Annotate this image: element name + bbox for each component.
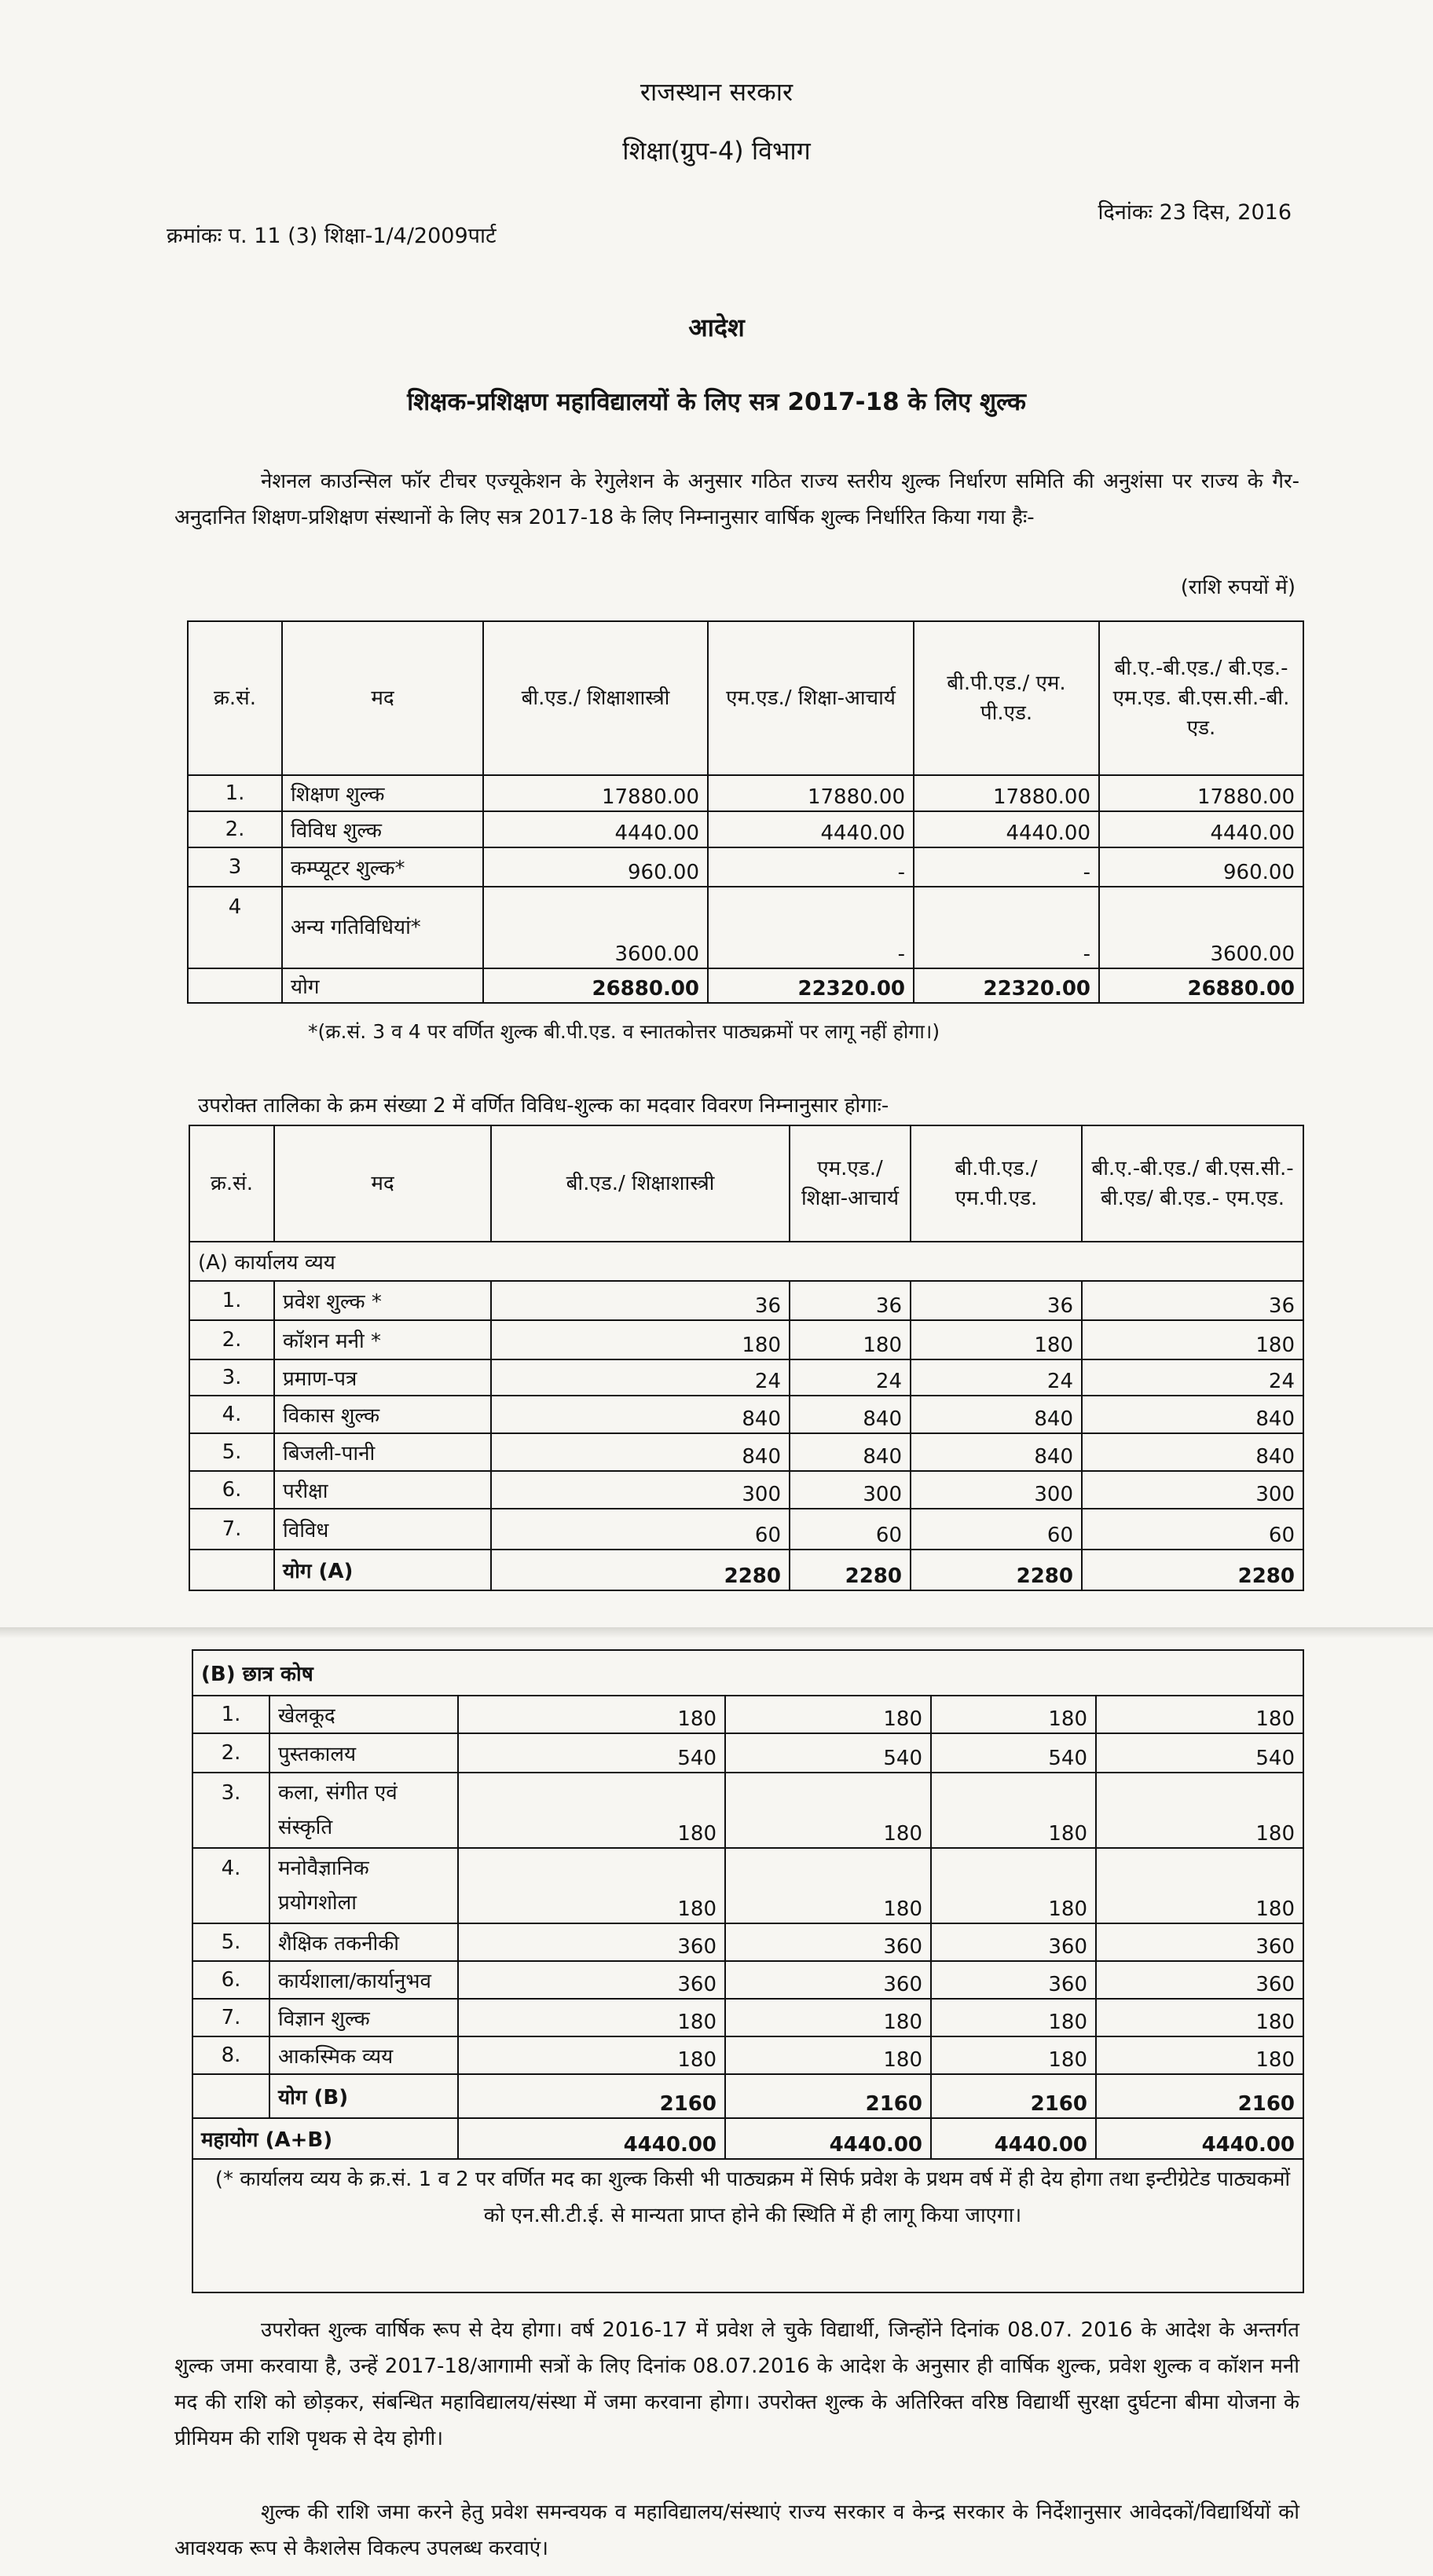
- cell: विकास शुल्क: [274, 1396, 491, 1433]
- cell: 36: [491, 1281, 790, 1320]
- order-title: आदेश: [688, 313, 745, 342]
- cell: आकस्मिक व्यय: [269, 2036, 458, 2074]
- cell: 2280: [911, 1550, 1082, 1590]
- govt-heading: राजस्थान सरकार: [640, 77, 793, 107]
- order-reference: क्रमांकः प. 11 (3) शिक्षा-1/4/2009पार्ट: [167, 224, 497, 248]
- cell: पुस्तकालय: [269, 1733, 458, 1773]
- table-row: [192, 1848, 1303, 1923]
- table2-caption: उपरोक्त तालिका के क्रम संख्या 2 में वर्णित विविध-शुल्क का मदवार विवरण निम्नानुसार होगाः-: [198, 1094, 889, 1118]
- cell: 17880.00: [1099, 775, 1303, 811]
- cell: 24: [491, 1359, 790, 1396]
- cell: बिजली-पानी: [274, 1433, 491, 1471]
- cell: 36: [790, 1281, 911, 1320]
- cell: 360: [725, 1961, 931, 1999]
- cell: 4: [188, 887, 282, 968]
- cell: 2280: [1082, 1550, 1303, 1590]
- cell: 4440.00: [725, 2118, 931, 2159]
- cell: 360: [725, 1923, 931, 1961]
- table-row: [192, 1923, 1303, 1961]
- cell: 1.: [192, 1696, 269, 1733]
- cell: 4440.00: [458, 2118, 725, 2159]
- cell: 180: [491, 1320, 790, 1359]
- cell: 180: [458, 1999, 725, 2036]
- cell: 5.: [192, 1923, 269, 1961]
- cell: 180: [1096, 2036, 1303, 2074]
- dept-heading: शिक्षा(ग्रुप-4) विभाग: [622, 136, 811, 166]
- cell: 180: [1096, 1848, 1303, 1923]
- cell: -: [708, 887, 914, 968]
- cell: परीक्षा: [274, 1471, 491, 1509]
- cell: मनोवैज्ञानिक प्रयोगशोला: [269, 1848, 458, 1923]
- cell: विविध: [274, 1509, 491, 1550]
- cell: 180: [1082, 1320, 1303, 1359]
- cell: कम्प्यूटर शुल्क*: [282, 847, 483, 887]
- cell: 2.: [189, 1320, 274, 1359]
- cell: 180: [931, 1999, 1096, 2036]
- cell: -: [708, 847, 914, 887]
- cell: 180: [931, 1848, 1096, 1923]
- cell: विविध शुल्क: [282, 811, 483, 847]
- table1-footnote: *(क्र.सं. 3 व 4 पर वर्णित शुल्क बी.पी.एड. व स्नातकोत्तर पाठ्यक्रमों पर लागू नहीं होगा।): [308, 1020, 940, 1043]
- cell: 4440.00: [914, 811, 1099, 847]
- cell: 4440.00: [931, 2118, 1096, 2159]
- table-row: [189, 1396, 1303, 1433]
- cell: 540: [1096, 1733, 1303, 1773]
- cell: 360: [931, 1923, 1096, 1961]
- col-header: बी.पी.एड./ एम.पी.एड.: [911, 1125, 1082, 1242]
- table-row: [189, 1281, 1303, 1320]
- cell: -: [914, 847, 1099, 887]
- col-header: क्र.सं.: [189, 1125, 274, 1242]
- cell: योग: [282, 968, 483, 1003]
- cell: प्रमाण-पत्र: [274, 1359, 491, 1396]
- cell: 2280: [491, 1550, 790, 1590]
- cell: 180: [458, 1696, 725, 1733]
- table-row: [192, 1733, 1303, 1773]
- cell: 300: [1082, 1471, 1303, 1509]
- cell: 180: [1096, 1773, 1303, 1848]
- cell: 22320.00: [914, 968, 1099, 1003]
- cell: 26880.00: [483, 968, 708, 1003]
- section-label: (A) कार्यालय व्यय: [189, 1242, 1303, 1281]
- table-row: [188, 887, 1303, 968]
- table-row: [192, 1999, 1303, 2036]
- cell: 360: [931, 1961, 1096, 1999]
- cell: शिक्षण शुल्क: [282, 775, 483, 811]
- cell: 4.: [189, 1396, 274, 1433]
- unit-note: (राशि रुपयों में): [1180, 576, 1296, 599]
- cell: 180: [458, 1773, 725, 1848]
- table2-footnote: (* कार्यालय व्यय के क्र.सं. 1 व 2 पर वर्णित मद का शुल्क किसी भी पाठ्यक्रम में सिर्फ प्रवेश के प्रथम वर्ष में ही देय होगा तथा इन्टीग्रेटेड पाठ्यकमों को एन.सी.टी.ई. से मान्यता प्राप्त होने की स्थिति में ही लागू किया जाएगा।: [214, 2168, 1291, 2227]
- order-date: दिनांकः 23 दिस, 2016: [1098, 200, 1292, 225]
- cell: 840: [1082, 1396, 1303, 1433]
- col-header: बी.एड./ शिक्षाशास्त्री: [483, 621, 708, 775]
- cell: 60: [911, 1509, 1082, 1550]
- cell: 5.: [189, 1433, 274, 1471]
- table-row: [192, 1961, 1303, 1999]
- cell: [188, 968, 282, 1003]
- cell: कला, संगीत एवं संस्कृति: [269, 1773, 458, 1848]
- cell: 2280: [790, 1550, 911, 1590]
- table-row: [192, 2036, 1303, 2074]
- cell: 17880.00: [914, 775, 1099, 811]
- cell: अन्य गतिविधियां*: [282, 887, 483, 968]
- cell: 840: [491, 1433, 790, 1471]
- page-fold: [0, 1627, 1433, 1638]
- cell: 360: [458, 1923, 725, 1961]
- cell: 36: [1082, 1281, 1303, 1320]
- cell: योग (A): [274, 1550, 491, 1590]
- cell: 8.: [192, 2036, 269, 2074]
- cell: 840: [1082, 1433, 1303, 1471]
- table-row: [189, 1359, 1303, 1396]
- cell: 180: [725, 1696, 931, 1733]
- cell: विज्ञान शुल्क: [269, 1999, 458, 2036]
- misc-fee-table-header: [189, 1125, 1303, 1242]
- cell: 540: [931, 1733, 1096, 1773]
- cell: 3600.00: [1099, 887, 1303, 968]
- cell: 2160: [725, 2074, 931, 2118]
- cell: 4.: [192, 1848, 269, 1923]
- total-row: [188, 968, 1303, 1003]
- table-row: [189, 1509, 1303, 1550]
- cell: 180: [725, 1999, 931, 2036]
- table-row: [189, 1433, 1303, 1471]
- cell: 4440.00: [708, 811, 914, 847]
- cell: 2.: [188, 811, 282, 847]
- cell: 180: [458, 1848, 725, 1923]
- col-header: मद: [274, 1125, 491, 1242]
- cell: 22320.00: [708, 968, 914, 1003]
- col-header: बी.ए.-बी.एड./ बी.एस.सी.-बी.एड/ बी.एड.- एम.एड.: [1082, 1125, 1303, 1242]
- cell: 960.00: [1099, 847, 1303, 887]
- cell: 960.00: [483, 847, 708, 887]
- cell: 540: [725, 1733, 931, 1773]
- table-row: [188, 811, 1303, 847]
- col-header: बी.पी.एड./ एम. पी.एड.: [914, 621, 1099, 775]
- cell: 180: [1096, 1999, 1303, 2036]
- cell: 24: [790, 1359, 911, 1396]
- fee-table: [187, 620, 1304, 1004]
- cell: 840: [790, 1433, 911, 1471]
- cell: 300: [911, 1471, 1082, 1509]
- cell: 24: [911, 1359, 1082, 1396]
- cell: 2160: [931, 2074, 1096, 2118]
- cell: 360: [1096, 1961, 1303, 1999]
- col-header: एम.एड./ शिक्षा-आचार्य: [790, 1125, 911, 1242]
- total-row: [192, 2074, 1303, 2118]
- cell: खेलकूद: [269, 1696, 458, 1733]
- cell: 3.: [189, 1359, 274, 1396]
- cell: 17880.00: [708, 775, 914, 811]
- cell: 26880.00: [1099, 968, 1303, 1003]
- cell: कॉशन मनी *: [274, 1320, 491, 1359]
- cell: -: [914, 887, 1099, 968]
- cell: 540: [458, 1733, 725, 1773]
- cell: 360: [1096, 1923, 1303, 1961]
- misc-fee-table: [189, 1125, 1304, 1591]
- cell: 60: [1082, 1509, 1303, 1550]
- col-header: क्र.सं.: [188, 621, 282, 775]
- cell: 180: [725, 2036, 931, 2074]
- cell: 180: [931, 2036, 1096, 2074]
- cell: 180: [725, 1773, 931, 1848]
- cell: योग (B): [269, 2074, 458, 2118]
- cell: 840: [790, 1396, 911, 1433]
- cell: शैक्षिक तकनीकी: [269, 1923, 458, 1961]
- total-row: [189, 1550, 1303, 1590]
- cell: 3.: [192, 1773, 269, 1848]
- col-header: बी.ए.-बी.एड./ बी.एड.- एम.एड. बी.एस.सी.-बी. एड.: [1099, 621, 1303, 775]
- cell: 360: [458, 1961, 725, 1999]
- cell: 60: [790, 1509, 911, 1550]
- table-row: [188, 775, 1303, 811]
- col-header: बी.एड./ शिक्षाशास्त्री: [491, 1125, 790, 1242]
- cell: 36: [911, 1281, 1082, 1320]
- cell: 180: [931, 1696, 1096, 1733]
- cell: [192, 2074, 269, 2118]
- cell: 180: [931, 1773, 1096, 1848]
- cell: 840: [911, 1433, 1082, 1471]
- cell: 4440.00: [1096, 2118, 1303, 2159]
- table-row: [188, 847, 1303, 887]
- section-row: [192, 1650, 1303, 1696]
- cell: 3: [188, 847, 282, 887]
- section-label: (B) छात्र कोष: [192, 1650, 1303, 1696]
- order-subject: शिक्षक-प्रशिक्षण महाविद्यालयों के लिए सत्र 2017-18 के लिए शुल्क: [407, 388, 1026, 416]
- cell: 4440.00: [483, 811, 708, 847]
- table-row: [189, 1471, 1303, 1509]
- cell: 180: [458, 2036, 725, 2074]
- cell: 3600.00: [483, 887, 708, 968]
- cell: 300: [790, 1471, 911, 1509]
- cell: 24: [1082, 1359, 1303, 1396]
- cell: 6.: [189, 1471, 274, 1509]
- cell: 180: [911, 1320, 1082, 1359]
- cell: 60: [491, 1509, 790, 1550]
- col-header: मद: [282, 621, 483, 775]
- cell: 1.: [189, 1281, 274, 1320]
- col-header: एम.एड./ शिक्षा-आचार्य: [708, 621, 914, 775]
- cell: [189, 1550, 274, 1590]
- cell: 6.: [192, 1961, 269, 1999]
- grand-total-label: महायोग (A+B): [192, 2118, 458, 2159]
- cell: 7.: [192, 1999, 269, 2036]
- cell: 180: [725, 1848, 931, 1923]
- table-row: [189, 1320, 1303, 1359]
- cell: 2160: [1096, 2074, 1303, 2118]
- cell: प्रवेश शुल्क *: [274, 1281, 491, 1320]
- student-fund-table: [192, 1649, 1304, 2160]
- cell: 1.: [188, 775, 282, 811]
- cell: 180: [790, 1320, 911, 1359]
- cell: 4440.00: [1099, 811, 1303, 847]
- cell: 17880.00: [483, 775, 708, 811]
- cell: 840: [491, 1396, 790, 1433]
- intro-paragraph: नेशनल काउन्सिल फॉर टीचर एज्यूकेशन के रेगुलेशन के अनुसार गठित राज्य स्तरीय शुल्क निर्धारण समिति की अनुशंसा पर राज्य के गैर-अनुदानित शिक्षण-प्रशिक्षण संस्थानों के लिए सत्र 2017-18 के लिए निम्नानुसार वार्षिक शुल्क निर्धारित किया गया हैः-: [174, 470, 1299, 529]
- cell: 840: [911, 1396, 1082, 1433]
- table-row: [192, 1696, 1303, 1733]
- cell: 2.: [192, 1733, 269, 1773]
- cell: 300: [491, 1471, 790, 1509]
- fee-paragraph: उपरोक्त शुल्क वार्षिक रूप से देय होगा। वर्ष 2016-17 में प्रवेश ले चुके विद्यार्थी, जिन्होंने दिनांक 08.07. 2016 के आदेश के अन्तर्गत शुल्क जमा करवाया है, उन्हें 2017-18/आगामी सत्रों के लिए दिनांक 08.07.2016 के आदेश के अनुसार ही वार्षिक शुल्क, प्रवेश शुल्क व कॉशन मनी मद की राशि को छोड़कर, संबन्धित महाविद्यालय/संस्था में जमा करवाना होगा। उपरोक्त शुल्क के अतिरिक्त वरिष्ठ विद्यार्थी सुरक्षा दुर्घटना बीमा योजना के प्रीमियम की राशि पृथक से देय होगी।: [174, 2318, 1299, 2450]
- cell: 7.: [189, 1509, 274, 1550]
- table-row: [192, 1773, 1303, 1848]
- cashless-paragraph: शुल्क की राशि जमा करने हेतु प्रवेश समन्वयक व महाविद्यालय/संस्थाएं राज्य सरकार व केन्द्र सरकार के निर्देशानुसार आवेदकों/विद्यार्थियों को आवश्यक रूप से कैशलेस विकल्प उपलब्ध करवाएं।: [174, 2501, 1299, 2560]
- cell: 180: [1096, 1696, 1303, 1733]
- cell: कार्यशाला/कार्यानुभव: [269, 1961, 458, 1999]
- section-row: [189, 1242, 1303, 1281]
- fee-table-header: [188, 621, 1303, 775]
- cell: 2160: [458, 2074, 725, 2118]
